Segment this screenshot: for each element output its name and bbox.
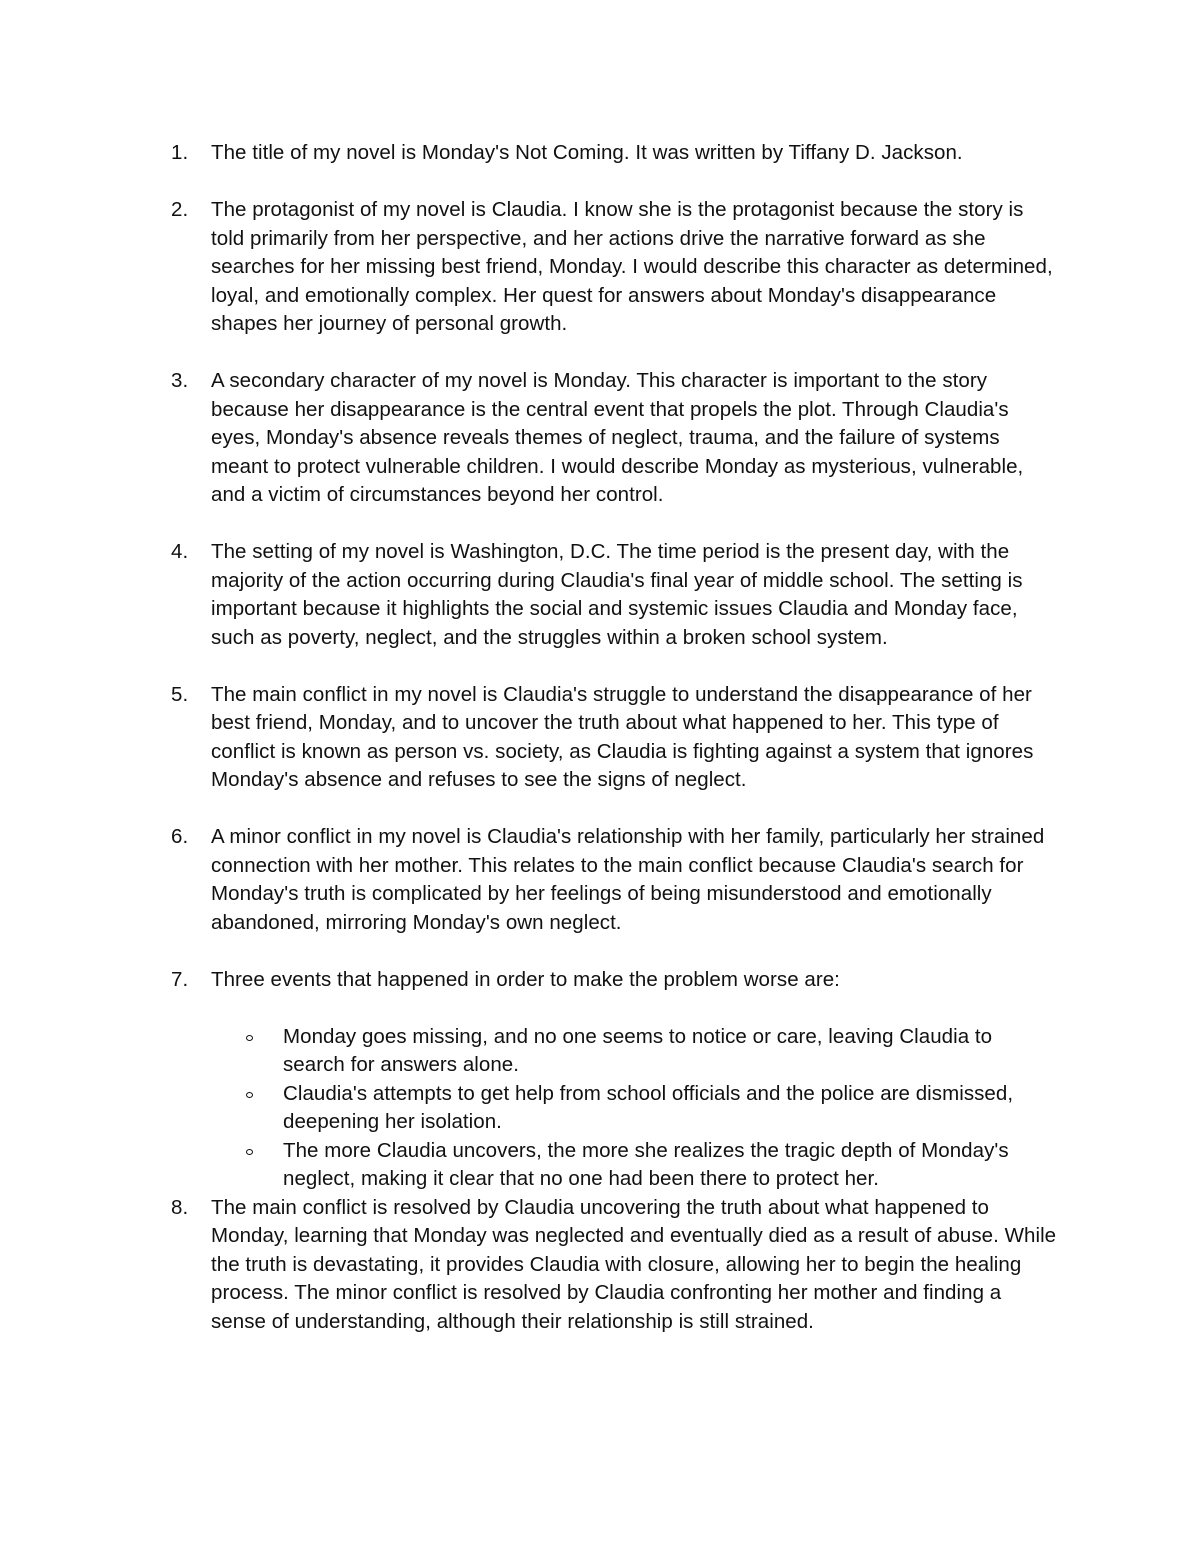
list-number: 1. bbox=[171, 141, 189, 164]
list-number: 6. bbox=[171, 825, 189, 848]
list-item-5 bbox=[171, 681, 1071, 795]
list-item-7 bbox=[171, 966, 1071, 1194]
list-item-3 bbox=[171, 367, 1071, 510]
list-number: 3. bbox=[171, 369, 189, 392]
list-item-text: The main conflict is resolved by Claudia uncovering the truth about what happened to Monday, learning that Monday was neglected and eventually died as a result of abuse. While the truth is devastating, it provides Claudia with closure, allowing her to begin the healing process. The minor conflict is resolved by Claudia confronting her mother and finding a sense of understanding, although their relationship is still strained. bbox=[211, 1195, 1057, 1333]
numbered-list bbox=[171, 139, 1071, 1365]
list-item-text: The setting of my novel is Washington, D.C. The time period is the present day, with the majority of the action occurring during Claudia's final year of middle school. The setting is important because it highlights the social and systemic issues Claudia and Monday face, such as poverty, neglect, and the struggles within a broken school system. bbox=[211, 540, 1023, 649]
list-item-text: The main conflict in my novel is Claudia's struggle to understand the disappearance of her best friend, Monday, and to uncover the truth about what happened to her. This type of conflict is known as person vs. society, as Claudia is fighting against a system that ignores Monday's absence and refuses to see the signs of neglect. bbox=[211, 682, 1034, 791]
list-number: 7. bbox=[171, 967, 189, 991]
list-number: 8. bbox=[171, 1195, 189, 1219]
list-item-text: A minor conflict in my novel is Claudia's relationship with her family, particularly her strained connection with her mother. This relates to the main conflict because Claudia's search for Monday's truth is complicated by her feelings of being misunderstood and emotionally abandoned, mirroring Monday's own neglect. bbox=[211, 825, 1045, 934]
list-item-text: The title of my novel is Monday's Not Coming. It was written by Tiffany D. Jackson. bbox=[211, 141, 963, 164]
list-number: 4. bbox=[171, 540, 189, 563]
list-item-text: Three events that happened in order to make the problem worse are: bbox=[211, 967, 840, 991]
sub-bullet-item bbox=[241, 1137, 1057, 1194]
sub-bullet-text: Monday goes missing, and no one seems to notice or care, leaving Claudia to search for answers alone. bbox=[283, 1024, 993, 1076]
list-item-6 bbox=[171, 823, 1071, 937]
sub-bullet-list bbox=[211, 1023, 1057, 1194]
list-item-1 bbox=[171, 139, 1071, 168]
list-item-2 bbox=[171, 196, 1071, 339]
list-item-text: The protagonist of my novel is Claudia. I know she is the protagonist because the story is told primarily from her perspective, and her actions drive the narrative forward as she searches for her missing best friend, Monday. I would describe this character as determined, loyal, and emotionally complex. Her quest for answers about Monday's disappearance shapes her journey of personal growth. bbox=[211, 198, 1053, 335]
list-item-4 bbox=[171, 538, 1071, 652]
hollow-circle-bullet-icon bbox=[241, 1080, 283, 1109]
sub-bullet-item bbox=[241, 1080, 1057, 1137]
list-number: 2. bbox=[171, 198, 189, 221]
list-item-content bbox=[211, 966, 1057, 1194]
hollow-circle-bullet-icon bbox=[241, 1023, 283, 1052]
list-item-text: A secondary character of my novel is Monday. This character is important to the story because her disappearance is the central event that propels the plot. Through Claudia's eyes, Monday's absence reveals themes of neglect, trauma, and the failure of systems meant to protect vulnerable children. I would describe Monday as mysterious, vulnerable, and a victim of circumstances beyond her control. bbox=[211, 369, 1024, 506]
hollow-circle-bullet-icon bbox=[241, 1137, 283, 1166]
sub-bullet-text: The more Claudia uncovers, the more she realizes the tragic depth of Monday's neglect, making it clear that no one had been there to protect her. bbox=[283, 1138, 1009, 1190]
sub-bullet-item bbox=[241, 1023, 1057, 1080]
sub-bullet-text: Claudia's attempts to get help from school officials and the police are dismissed, deepening her isolation. bbox=[283, 1081, 1014, 1133]
list-item-8 bbox=[171, 1194, 1071, 1337]
list-number: 5. bbox=[171, 682, 189, 706]
